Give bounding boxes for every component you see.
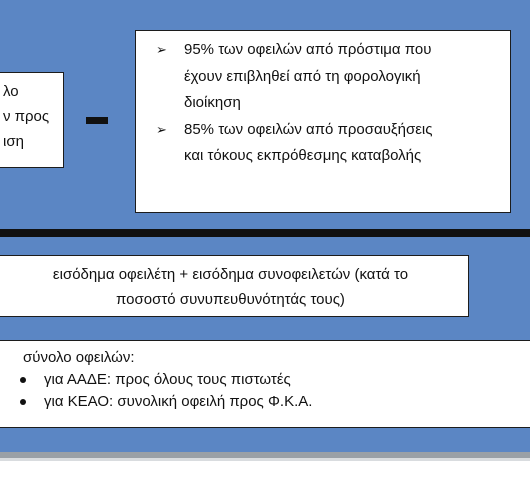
list-item-text: για ΑΑΔΕ: προς όλους τους πιστωτές [44,371,291,388]
bullet-text [184,37,496,117]
bullet-text [184,117,496,170]
bullet-2-line-2: και τόκους εκπρόθεσμης καταβολής [184,147,422,164]
list-item-text: για ΚΕΑΟ: συνολική οφειλή προς Φ.Κ.Α. [44,393,313,410]
bullet-1-line-3: διοίκηση [184,94,241,111]
left-box-line-3: ιση [3,133,24,150]
bullet-dot-icon [20,377,26,383]
list-item [23,369,530,391]
left-box-line-2: ν προς [3,108,50,125]
arrow-bullet-icon: ➢ [156,42,167,57]
minus-operator [86,117,108,124]
income-text-box [0,255,469,317]
divider-bar [0,229,530,237]
arrow-bullet-icon: ➢ [156,121,167,137]
list-item [23,391,530,413]
total-debts-heading: σύνολο οφειλών: [23,349,135,366]
left-text-box [0,72,64,168]
bullet-dot-icon [20,399,26,405]
bullet-1-line-1: 95% των οφειλών από πρόστιμα που [184,41,432,58]
left-box-line-1: λο [3,83,19,100]
total-debts-text-box [0,340,530,428]
bullet-1-line-2: έχουν επιβληθεί από τη φορολογική [184,67,421,85]
deductions-text-box [135,30,511,213]
total-debts-list [23,369,530,413]
bullet-item [156,117,496,170]
bullet-2-line-1: 85% των οφειλών από προσαυξήσεις [184,120,433,138]
bullet-item [156,37,496,117]
income-line-2: ποσοστό συνυπευθυνότητάς τους) [116,291,345,308]
bottom-border-strip-light [0,458,530,461]
income-line-1: εισόδημα οφειλέτη + εισόδημα συνοφειλετών (κατά το [52,266,409,283]
